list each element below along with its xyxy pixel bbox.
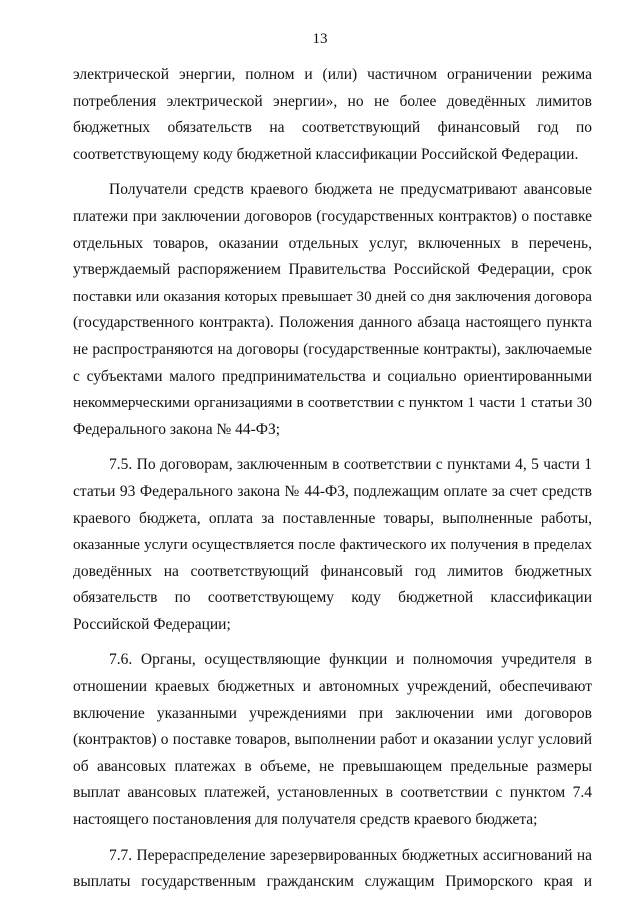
text-line: (контрактов) о поставке товаров, выполнении работ и оказании услуг условий xyxy=(73,731,592,749)
text-line: статьи 93 Федерального закона № 44-ФЗ, подлежащим оплате за счет средств xyxy=(73,482,592,500)
text-line: выплат авансовых платежей, установленных в соответствии с пунктом 7.4 xyxy=(73,784,592,802)
text-line: не распространяются на договоры (государственные контракты), заключаемые xyxy=(73,340,592,358)
page-number: 13 xyxy=(312,31,328,47)
text-line: отношении краевых бюджетных и автономных учреждений, обеспечивают xyxy=(73,678,592,696)
text-line: с субъектами малого предпринимательства и социально ориентированными xyxy=(73,367,592,385)
text-line: доведённых на соответствующий финансовый год лимитов бюджетных xyxy=(73,562,592,580)
paragraph-continuation xyxy=(73,62,592,168)
text-line: 7.6. Органы, осуществляющие функции и полномочия учредителя в xyxy=(109,651,592,669)
text-line: отдельных товаров, оказании отдельных услуг, включенных в перечень, xyxy=(73,234,592,252)
text-line: 7.7. Перераспределение зарезервированных бюджетных ассигнований на xyxy=(109,846,592,864)
text-line: утверждаемый распоряжением Правительства Российской Федерации, срок xyxy=(73,261,592,279)
text-line: поставки или оказания которых превышает 30 дней со дня заключения договора xyxy=(73,288,592,305)
paragraph-item-7-6 xyxy=(73,647,592,833)
text-line: оказанные услуги осуществляется после фактического их получения в пределах xyxy=(73,537,592,554)
text-line: 7.5. По договорам, заключенным в соответствии с пунктами 4, 5 части 1 xyxy=(109,456,592,474)
text-line: Российской Федерации; xyxy=(73,615,231,633)
text-line: потребления электрической энергии», но не более доведённых лимитов xyxy=(73,92,592,110)
text-line: Федерального закона № 44-ФЗ; xyxy=(73,420,281,438)
text-line: некоммерческими организациями в соответствии с пунктом 1 части 1 статьи 30 xyxy=(73,394,592,412)
text-line: платежи при заключении договоров (государственных контрактов) о поставке xyxy=(73,207,592,225)
text-line: бюджетных обязательств на соответствующий финансовый год по xyxy=(73,119,592,137)
text-line: (государственного контракта). Положения данного абзаца настоящего пункта xyxy=(73,314,592,332)
text-line: соответствующему коду бюджетной классификации Российской Федерации. xyxy=(73,145,579,163)
text-line: настоящего постановления для получателя средств краевого бюджета; xyxy=(73,811,538,829)
paragraph-advance-payments xyxy=(73,177,592,443)
text-line: включение указанными учреждениями при заключении ими договоров xyxy=(73,704,592,722)
text-line: электрической энергии, полном и (или) частичном ограничении режима xyxy=(73,66,592,83)
paragraph-item-7-5 xyxy=(73,452,592,638)
text-line: выплаты государственным гражданским служащим Приморского края и xyxy=(73,873,592,891)
text-line: Получатели средств краевого бюджета не предусматривают авансовые xyxy=(109,181,592,199)
text-line: обязательств по соответствующему коду бюджетной классификации xyxy=(73,589,592,607)
text-line: об авансовых платежах в объеме, не превышающем предельные размеры xyxy=(73,757,592,775)
paragraph-item-7-7 xyxy=(73,843,592,896)
text-line: краевого бюджета, оплата за поставленные товары, выполненные работы, xyxy=(73,509,592,527)
document-body xyxy=(73,62,592,896)
